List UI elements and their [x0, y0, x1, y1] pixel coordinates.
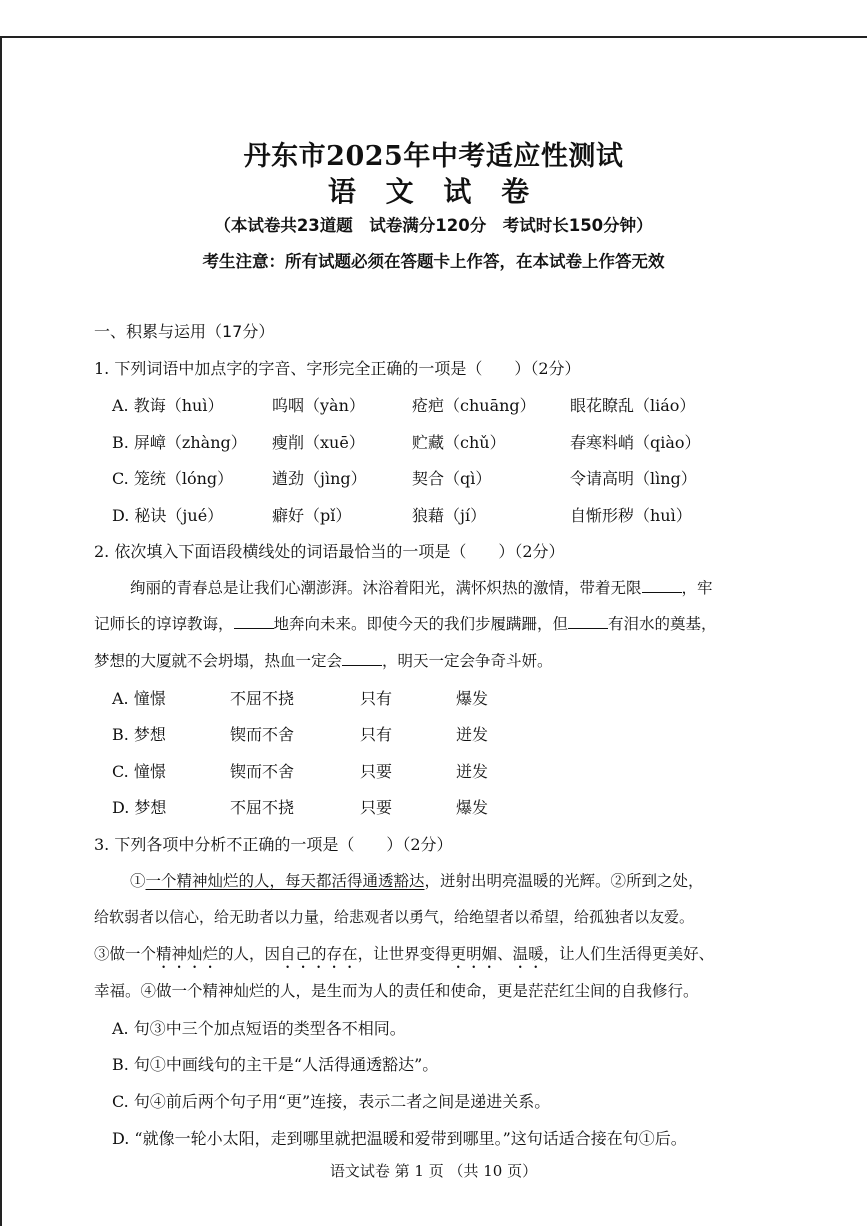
q1-option-b-3: 贮藏（chǔ） [412, 433, 506, 452]
q2-option-b-1: B. 梦想 [112, 725, 166, 744]
q2-stem: 2. 依次填入下面语段横线处的词语最恰当的一项是（ ）（2分） [94, 542, 565, 561]
q2-option-b-3: 只有 [360, 725, 393, 744]
q1-option-d-1: D. 秘诀（jué） [112, 506, 224, 525]
exam-title: 丹东市2025年中考适应性测试 [243, 141, 624, 172]
answer-blank [568, 614, 608, 629]
q3-passage-line-3: ③做一个精神灿烂的人，因自己的存在，让世界变得更明媚、温暖，让人们生活得更美好、 [94, 945, 715, 963]
q2-option-c-3: 只要 [360, 762, 393, 781]
q2-option-c-1: C. 憧憬 [112, 762, 166, 781]
q2-option-d-2: 不屈不挠 [230, 798, 295, 817]
q1-stem: 1. 下列词语中加点字的字音、字形完全正确的一项是（ ）（2分） [94, 359, 581, 378]
q2-option-a-3: 只有 [360, 689, 393, 708]
exam-info: （本试卷共23道题 试卷满分120分 考试时长150分钟） [214, 216, 653, 235]
q1-option-c-3: 契合（qì） [412, 469, 492, 488]
answer-blank [642, 578, 682, 593]
q2-option-a-4: 爆发 [456, 689, 489, 708]
q2-option-c-4: 迸发 [456, 762, 489, 781]
subject-title: 语 文 试 卷 [327, 175, 540, 208]
q3-passage-line-1: ①一个精神灿烂的人，每天都活得通透豁达，迸射出明亮温暖的光辉。②所到之处， [130, 872, 704, 890]
q1-option-d-3: 狼藉（jí） [412, 506, 487, 525]
q2-option-b-2: 锲而不舍 [230, 725, 295, 744]
dotted-phrase-2: 自己的存在 [280, 945, 358, 963]
q3-option-c: C. 句④前后两个句子用“更”连接，表示二者之间是递进关系。 [112, 1092, 551, 1111]
q2-passage-line-2: 记师长的谆谆教诲， 地奔向未来。即使今天的我们步履蹒跚，但 有泪水的奠基， [94, 615, 717, 633]
q3-passage-line-4: 幸福。④做一个精神灿烂的人，是生而为人的责任和使命，更是茫茫红尘间的自我修行。 [94, 982, 699, 1000]
q3-option-b: B. 句①中画线句的主干是“人活得通透豁达”。 [112, 1055, 439, 1074]
q3-passage-line-2: 给软弱者以信心，给无助者以力量，给悲观者以勇气，给绝望者以希望，给孤独者以友爱。 [94, 908, 695, 926]
q1-option-c-1: C. 笼统（lóng） [112, 469, 234, 488]
q1-option-a-3: 疮疤（chuāng） [412, 396, 536, 415]
page-footer: 语文试卷 第 1 页 （共 10 页） [329, 1162, 538, 1180]
q2-option-d-1: D. 梦想 [112, 798, 167, 817]
exam-notice: 考生注意：所有试题必须在答题卡上作答，在本试卷上作答无效 [202, 252, 665, 271]
q1-option-a-4: 眼花瞭乱（liáo） [570, 396, 696, 415]
q2-option-a-1: A. 憧憬 [112, 689, 166, 708]
page-border-top [0, 36, 867, 38]
dotted-phrase-3: 更明媚、温暖 [450, 945, 544, 963]
q3-option-d: D. “就像一轮小太阳，走到哪里就把温暖和爱带到哪里。”这句话适合接在句①后。 [112, 1129, 687, 1148]
q3-option-a: A. 句③中三个加点短语的类型各不相同。 [112, 1019, 406, 1038]
section-title: 一、积累与运用（17分） [94, 322, 275, 341]
q1-option-b-1: B. 屏嶂（zhàng） [112, 433, 247, 452]
q2-option-d-4: 爆发 [456, 798, 489, 817]
answer-blank [234, 614, 274, 629]
q1-option-b-4: 春寒料峭（qiào） [570, 433, 701, 452]
q1-option-d-2: 癖好（pǐ） [272, 506, 352, 525]
q2-passage-line-1: 绚丽的青春总是让我们心潮澎湃。沐浴着阳光，满怀炽热的激情，带着无限 ，牢 [130, 579, 713, 597]
q1-option-d-4: 自惭形秽（huì） [570, 506, 692, 525]
q1-option-c-4: 令请高明（lìng） [570, 469, 697, 488]
q2-option-a-2: 不屈不挠 [230, 689, 295, 708]
q1-option-c-2: 遒劲（jìng） [272, 469, 367, 488]
answer-blank [342, 651, 382, 666]
q2-passage-line-3: 梦想的大厦就不会坍塌，热血一定会 ，明天一定会争奇斗妍。 [94, 652, 553, 670]
q2-option-b-4: 迸发 [456, 725, 489, 744]
q3-stem: 3. 下列各项中分析不正确的一项是（ ）（2分） [94, 835, 453, 854]
q2-option-c-2: 锲而不舍 [230, 762, 295, 781]
q1-option-a-1: A. 教诲（huì） [112, 396, 224, 415]
underlined-sentence: 一个精神灿烂的人，每天都活得通透豁达 [145, 872, 425, 890]
q2-option-d-3: 只要 [360, 798, 393, 817]
q1-option-b-2: 瘦削（xuē） [272, 433, 365, 452]
dotted-phrase-1: 精神灿烂 [156, 945, 219, 963]
q1-option-a-2: 呜咽（yàn） [272, 396, 365, 415]
